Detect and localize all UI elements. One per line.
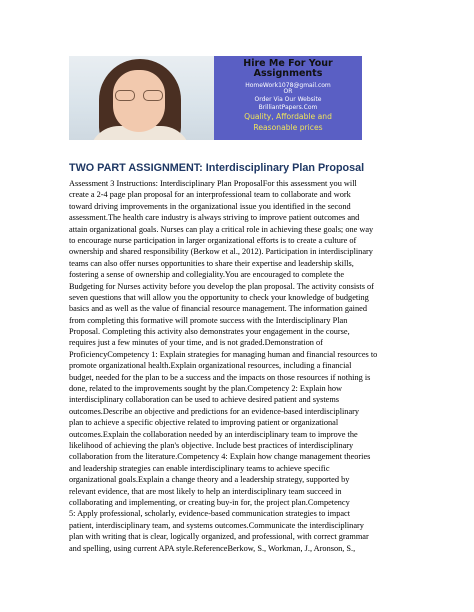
body-text-line: fostering a sense of ownership and collegiality.You are encouraged to complete the (69, 270, 345, 280)
body-text-line: Proposal. Completing this activity also demonstrates your engagement in the course, (69, 327, 350, 337)
body-text-line: likelihood of achieving the plan's objective. Include best practices of interdisciplinary (69, 440, 354, 450)
promo-title-line2: Assignments (253, 68, 323, 79)
body-text-line: teams can also offer nurses opportunities to share their expertise and leadership skills, (69, 258, 354, 268)
promo-tagline-line2: Reasonable prices (253, 122, 323, 132)
body-text-line: Assessment 3 Instructions: Interdisciplinary Plan ProposalFor this assessment you will (69, 179, 357, 188)
body-text-line: assessment.The health care industry is always striving to improve patient outcomes and (69, 213, 360, 223)
promo-banner (69, 56, 362, 140)
body-text-line: toward driving improvements in the organizational issue you identified in the second (69, 201, 351, 211)
promo-order-line2: BrilliantPapers.Com (258, 104, 318, 111)
promo-text-panel (214, 56, 362, 140)
body-text-line: create a 2-4 page plan proposal for an interprofessional team to collaborate and work (69, 190, 351, 200)
promo-order-line1: Order Via Our Website (254, 96, 322, 103)
promo-email: HomeWork1078@gmail.com (245, 82, 331, 89)
body-text-line: ownership and shared responsibility (Berkow et al., 2012). Participation in interdisciplinary (69, 247, 373, 257)
body-text-line: done, related to the improvements sought by the plan.Competency 2: Explain how (69, 384, 343, 394)
document-body (69, 178, 399, 554)
body-text-line: from completing this formative will promote success with the Interdisciplinary Plan (69, 315, 348, 325)
body-text-line: and leadership strategies can enable interdisciplinary teams to achieve specific (69, 463, 330, 473)
promo-or: OR (283, 88, 293, 95)
body-text-line: interdisciplinary collaboration can be used to achieve desired patient and systems (69, 395, 340, 405)
body-text-line: outcomes.Explain the collaboration needed by an interdisciplinary team to improve the (69, 429, 358, 439)
body-text-line: and spelling, using current APA style.ReferenceBerkow, S., Workman, J., Aronson, S., (69, 543, 356, 553)
body-text-line: patient, interdisciplinary team, and systems outcomes.Communicate the interdisciplinary (69, 520, 364, 530)
body-text-line: basics and as well as the value of financial resource management. The information gained (69, 304, 367, 314)
body-text-line: 5: Apply professional, scholarly, evidence-based communication strategies to impact (69, 509, 351, 519)
body-text-line: attain organizational goals. Nurses can play a critical role in achieving these goals; one way (69, 224, 374, 234)
body-text-line: collaboration from the literature.Competency 4: Explain how change management theories (69, 452, 371, 462)
body-text-line: promote organizational health.Explain organizational resources, including a financial (69, 361, 352, 371)
body-text-line: budget, needed for the plan to be a success and the impacts on those resources if nothing is (69, 372, 371, 382)
body-text-line: requires just a few minutes of your time, and is not graded.Demonstration of (69, 338, 323, 348)
woman-photo-image (69, 56, 214, 140)
body-text-line: ProficiencyCompetency 1: Explain strategies for managing human and financial resources to (69, 349, 378, 359)
body-text-line: organizational goals.Explain a change theory and a leadership strategy, supported by (69, 475, 350, 485)
body-text-line: relevant evidence, that are most likely to help an interdisciplinary team succeed in (69, 486, 342, 496)
body-text-line: outcomes.Describe an objective and predictions for an evidence-based interdisciplinary (69, 406, 360, 416)
promo-tagline-line1: Quality, Affordable and (244, 112, 332, 121)
body-text-line: plan to achieve a specific objective related to improving patient or organizational (69, 418, 339, 428)
body-text-line: Budgeting for Nurses activity before you develop the plan proposal. The activity consists of (69, 281, 374, 291)
body-text-line: to encourage nurse participation in larger organizational efforts is to create a culture of (69, 235, 357, 245)
body-text-line: collaborating and implementing, or creating buy-in for, the project plan.Competency (69, 497, 350, 507)
document-heading: TWO PART ASSIGNMENT: Interdisciplinary Plan Proposal (69, 162, 365, 174)
glasses-icon (115, 90, 163, 102)
body-text-line: plan with writing that is clear, logically organized, and professional, with correct grammar (69, 532, 369, 542)
body-text-line: seven questions that will allow you the opportunity to check your knowledge of budgeting (69, 292, 369, 302)
promo-title-line1: Hire Me For Your (243, 58, 333, 69)
